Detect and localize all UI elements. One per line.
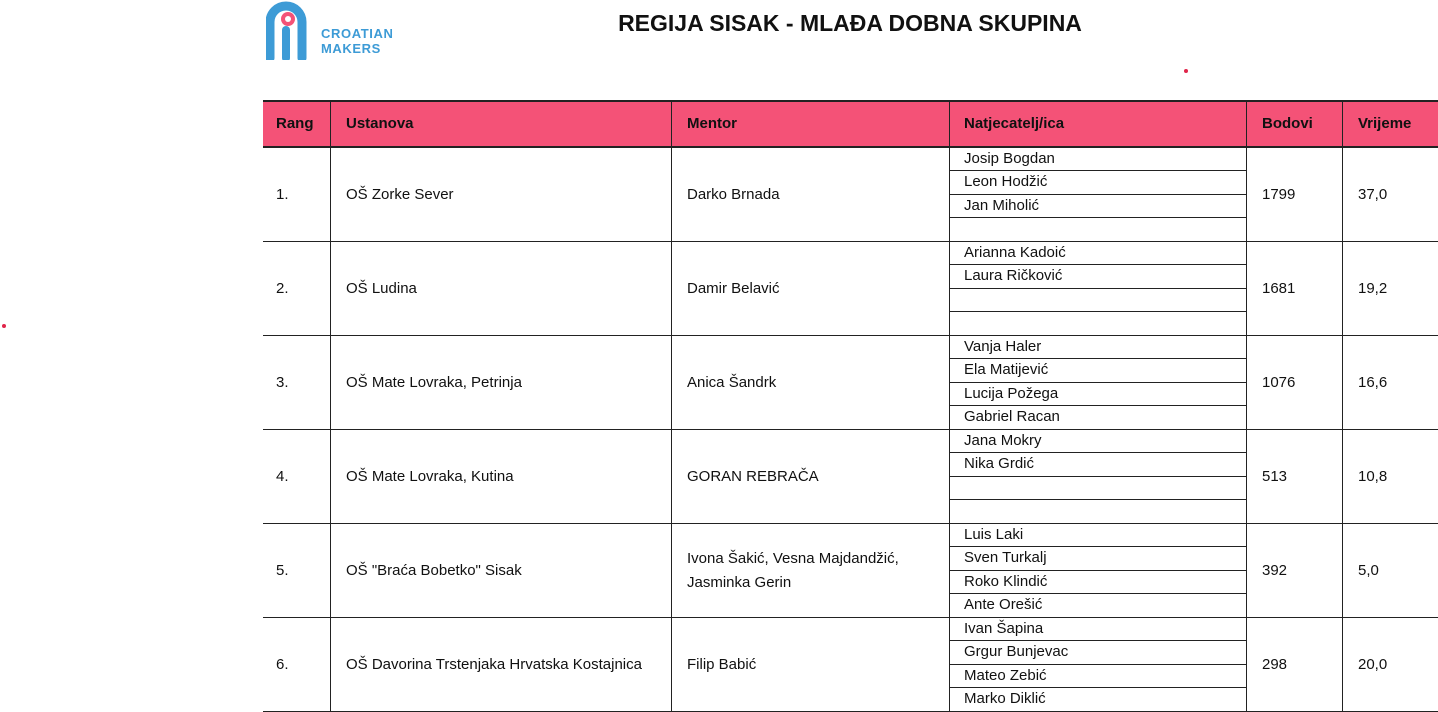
table-row (263, 148, 1438, 242)
ustanova-cell: OŠ Ludina (346, 280, 417, 297)
column-divider (1246, 102, 1247, 146)
natjecatelj-item (950, 218, 1246, 241)
ustanova-cell: OŠ Mate Lovraka, Petrinja (346, 374, 522, 391)
column-divider (671, 102, 672, 146)
ustanova-cell: OŠ Zorke Sever (346, 186, 454, 203)
logo-text (321, 26, 393, 56)
column-divider (330, 242, 331, 335)
column-divider (1342, 524, 1343, 617)
natjecatelj-item: Roko Klindić (950, 571, 1246, 594)
column-divider (1246, 430, 1247, 523)
natjecatelji-list (950, 148, 1246, 241)
column-divider (671, 524, 672, 617)
rang-cell: 6. (276, 656, 289, 673)
natjecatelj-item: Lucija Požega (950, 383, 1246, 406)
ustanova-cell: OŠ Mate Lovraka, Kutina (346, 468, 514, 485)
natjecatelj-item (950, 312, 1246, 335)
column-divider (330, 524, 331, 617)
results-table (263, 100, 1438, 712)
natjecatelj-item: Nika Grdić (950, 453, 1246, 476)
column-divider (1246, 524, 1247, 617)
natjecatelj-item: Sven Turkalj (950, 547, 1246, 570)
col-header-vrijeme: Vrijeme (1358, 115, 1412, 132)
natjecatelji-list (950, 242, 1246, 335)
page-title: REGIJA SISAK - MLAĐA DOBNA SKUPINA (618, 10, 1082, 36)
mentor-cell: Damir Belavić (687, 279, 780, 297)
col-header-rang: Rang (276, 115, 314, 132)
natjecatelji-list (950, 430, 1246, 523)
column-divider (1342, 102, 1343, 146)
bodovi-cell: 392 (1262, 562, 1288, 579)
natjecatelj-item (950, 500, 1246, 523)
natjecatelj-item: Arianna Kadoić (950, 242, 1246, 265)
decorative-dot (2, 324, 6, 328)
column-divider (1342, 618, 1343, 711)
column-divider (949, 618, 950, 711)
bodovi-cell: 298 (1262, 656, 1288, 673)
column-divider (330, 336, 331, 429)
bodovi-cell: 1076 (1262, 374, 1296, 391)
natjecatelji-list (950, 336, 1246, 429)
natjecatelj-item: Vanja Haler (950, 336, 1246, 359)
decorative-dot (1184, 69, 1188, 73)
column-divider (1342, 336, 1343, 429)
natjecatelji-list (950, 524, 1246, 617)
vrijeme-cell: 16,6 (1358, 374, 1388, 391)
natjecatelj-item: Josip Bogdan (950, 148, 1246, 171)
column-divider (949, 336, 950, 429)
natjecatelj-item: Luis Laki (950, 524, 1246, 547)
bodovi-cell: 1799 (1262, 186, 1296, 203)
table-row (263, 336, 1438, 430)
rang-cell: 5. (276, 562, 289, 579)
natjecatelj-item: Grgur Bunjevac (950, 641, 1246, 664)
column-divider (1246, 242, 1247, 335)
column-divider (949, 148, 950, 241)
column-divider (671, 242, 672, 335)
column-divider (949, 430, 950, 523)
mentor-cell: Ivona Šakić, Vesna Majdandžić, Jasminka Gerin (687, 549, 899, 591)
column-divider (330, 102, 331, 146)
mentor-cell: Darko Brnada (687, 185, 780, 203)
rang-cell: 3. (276, 374, 289, 391)
column-divider (1246, 148, 1247, 241)
natjecatelj-item: Leon Hodžić (950, 171, 1246, 194)
column-divider (949, 242, 950, 335)
mentor-cell: GORAN REBRAČA (687, 467, 819, 485)
table-row (263, 524, 1438, 618)
column-divider (1246, 336, 1247, 429)
natjecatelji-list (950, 618, 1246, 711)
table-row (263, 242, 1438, 336)
natjecatelj-item (950, 289, 1246, 312)
natjecatelj-item: Jana Mokry (950, 430, 1246, 453)
logo-line2: MAKERS (321, 41, 381, 56)
vrijeme-cell: 37,0 (1358, 186, 1388, 203)
vrijeme-cell: 10,8 (1358, 468, 1388, 485)
col-header-natjecatelji: Natjecatelj/ica (964, 115, 1065, 132)
column-divider (1342, 148, 1343, 241)
ustanova-cell: OŠ "Braća Bobetko" Sisak (346, 562, 522, 579)
column-divider (671, 430, 672, 523)
rang-cell: 2. (276, 280, 289, 297)
column-divider (949, 102, 950, 146)
table-row (263, 618, 1438, 712)
natjecatelj-item (950, 477, 1246, 500)
mentor-cell: Anica Šandrk (687, 373, 777, 391)
column-divider (949, 524, 950, 617)
table-row (263, 430, 1438, 524)
natjecatelj-item: Ante Orešić (964, 595, 1043, 613)
natjecatelj-item: Ivan Šapina (950, 618, 1246, 641)
column-divider (1342, 430, 1343, 523)
vrijeme-cell: 20,0 (1358, 656, 1388, 673)
column-divider (330, 148, 331, 241)
vrijeme-cell: 5,0 (1358, 562, 1379, 579)
column-divider (1246, 618, 1247, 711)
bodovi-cell: 513 (1262, 468, 1288, 485)
column-divider (671, 336, 672, 429)
column-divider (671, 148, 672, 241)
rang-cell: 4. (276, 468, 289, 485)
rang-cell: 1. (276, 186, 289, 203)
col-header-mentor: Mentor (687, 115, 737, 132)
natjecatelj-item: Ela Matijević (950, 359, 1246, 382)
ustanova-cell: OŠ Davorina Trstenjaka Hrvatska Kostajnica (346, 656, 642, 673)
natjecatelj-item: Jan Miholić (950, 195, 1246, 218)
column-divider (1342, 242, 1343, 335)
natjecatelj-item: Gabriel Racan (964, 407, 1060, 425)
table-header (263, 100, 1438, 148)
col-header-ustanova: Ustanova (346, 115, 414, 132)
vrijeme-cell: 19,2 (1358, 280, 1388, 297)
column-divider (671, 618, 672, 711)
makers-logo-icon (266, 0, 318, 60)
mentor-cell: Filip Babić (687, 655, 757, 673)
natjecatelj-item: Marko Diklić (964, 689, 1046, 707)
col-header-bodovi: Bodovi (1262, 115, 1313, 132)
natjecatelj-item: Mateo Zebić (950, 665, 1246, 688)
logo-line1: CROATIAN (321, 26, 394, 41)
column-divider (330, 430, 331, 523)
column-divider (330, 618, 331, 711)
croatian-makers-logo (266, 0, 426, 62)
natjecatelj-item: Laura Ričković (950, 265, 1246, 288)
bodovi-cell: 1681 (1262, 280, 1296, 297)
